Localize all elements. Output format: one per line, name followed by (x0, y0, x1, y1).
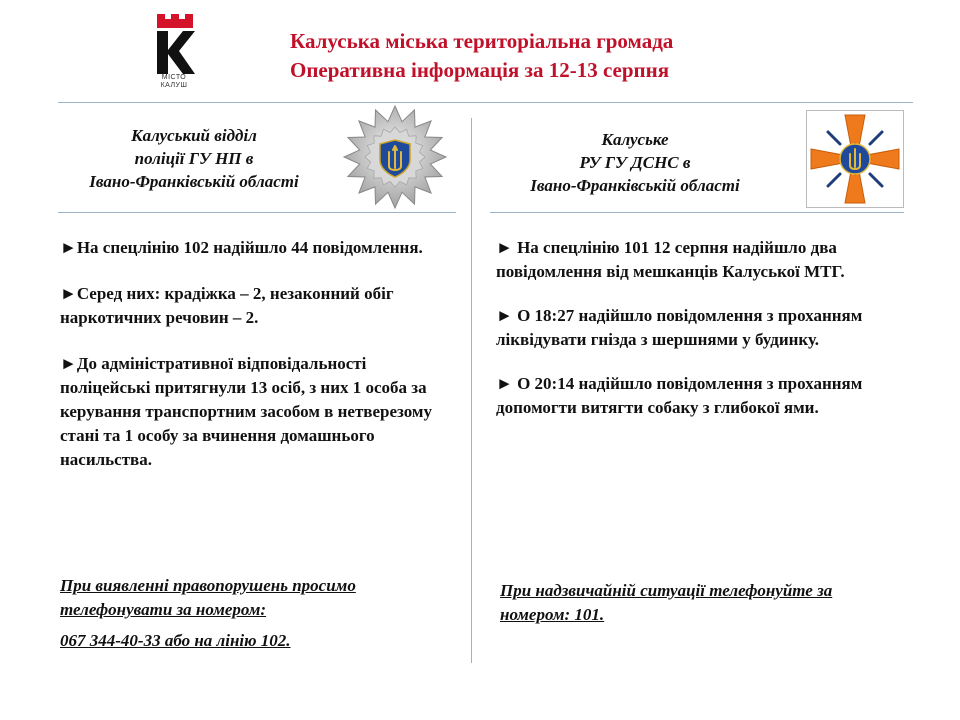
police-report-item: ►До адміністративної відповідальності поліцейські притягнули 13 осіб, з них 1 особа за керування транспортним засобом в нетверезому стані та 1 особу за вчинення домашнього насильства. (60, 354, 433, 469)
dsns-unit-name (490, 128, 780, 197)
logo-caption: МІСТО КАЛУШ (160, 74, 188, 89)
dsns-cross-emblem-icon (806, 110, 904, 208)
police-report-item: ►На спецлінію 102 надійшло 44 повідомлення. (60, 238, 423, 257)
police-unit-line: Калуський відділ (131, 126, 257, 145)
police-contact-notice: При виявленні правопорушень просимо телефонувати за номером: (60, 576, 356, 619)
column-divider (471, 118, 472, 663)
page-title-report: Оперативна інформація за 12-13 серпня (290, 58, 670, 82)
dsns-report-item: ► О 18:27 надійшло повідомлення з проханням ліквідувати гнізда з шершнями у будинку. (496, 306, 863, 349)
dsns-report-item: ► О 20:14 надійшло повідомлення з проханням допомогти витягти собаку з глибокої ями. (496, 374, 863, 417)
police-header-divider (58, 212, 456, 213)
police-unit-line: Івано-Франківській області (89, 172, 299, 191)
police-report-item: ►Серед них: крадіжка – 2, незаконний обіг наркотичних речовин – 2. (60, 284, 394, 327)
police-unit-name (58, 124, 330, 193)
dsns-report-item: ► На спецлінію 101 12 серпня надійшло два повідомлення від мешканців Калуської МТГ. (496, 238, 845, 281)
dsns-contact-notice: При надзвичайній ситуації телефонуйте за номером: 101. (500, 581, 833, 624)
dsns-unit-line: Калуське (601, 130, 669, 149)
header-divider (58, 102, 913, 103)
dsns-unit-line: РУ ГУ ДСНС в (579, 153, 691, 172)
police-phone-number: 067 344-40-33 або на лінію 102. (60, 631, 291, 650)
page-title-community: Калуська міська територіальна громада (290, 29, 674, 53)
police-unit-line: поліції ГУ НП в (134, 149, 254, 168)
dsns-report (496, 236, 891, 440)
dsns-unit-line: Івано-Франківській області (530, 176, 740, 195)
police-star-emblem-icon (342, 104, 448, 210)
police-report (60, 236, 452, 494)
dsns-header-divider (490, 212, 904, 213)
